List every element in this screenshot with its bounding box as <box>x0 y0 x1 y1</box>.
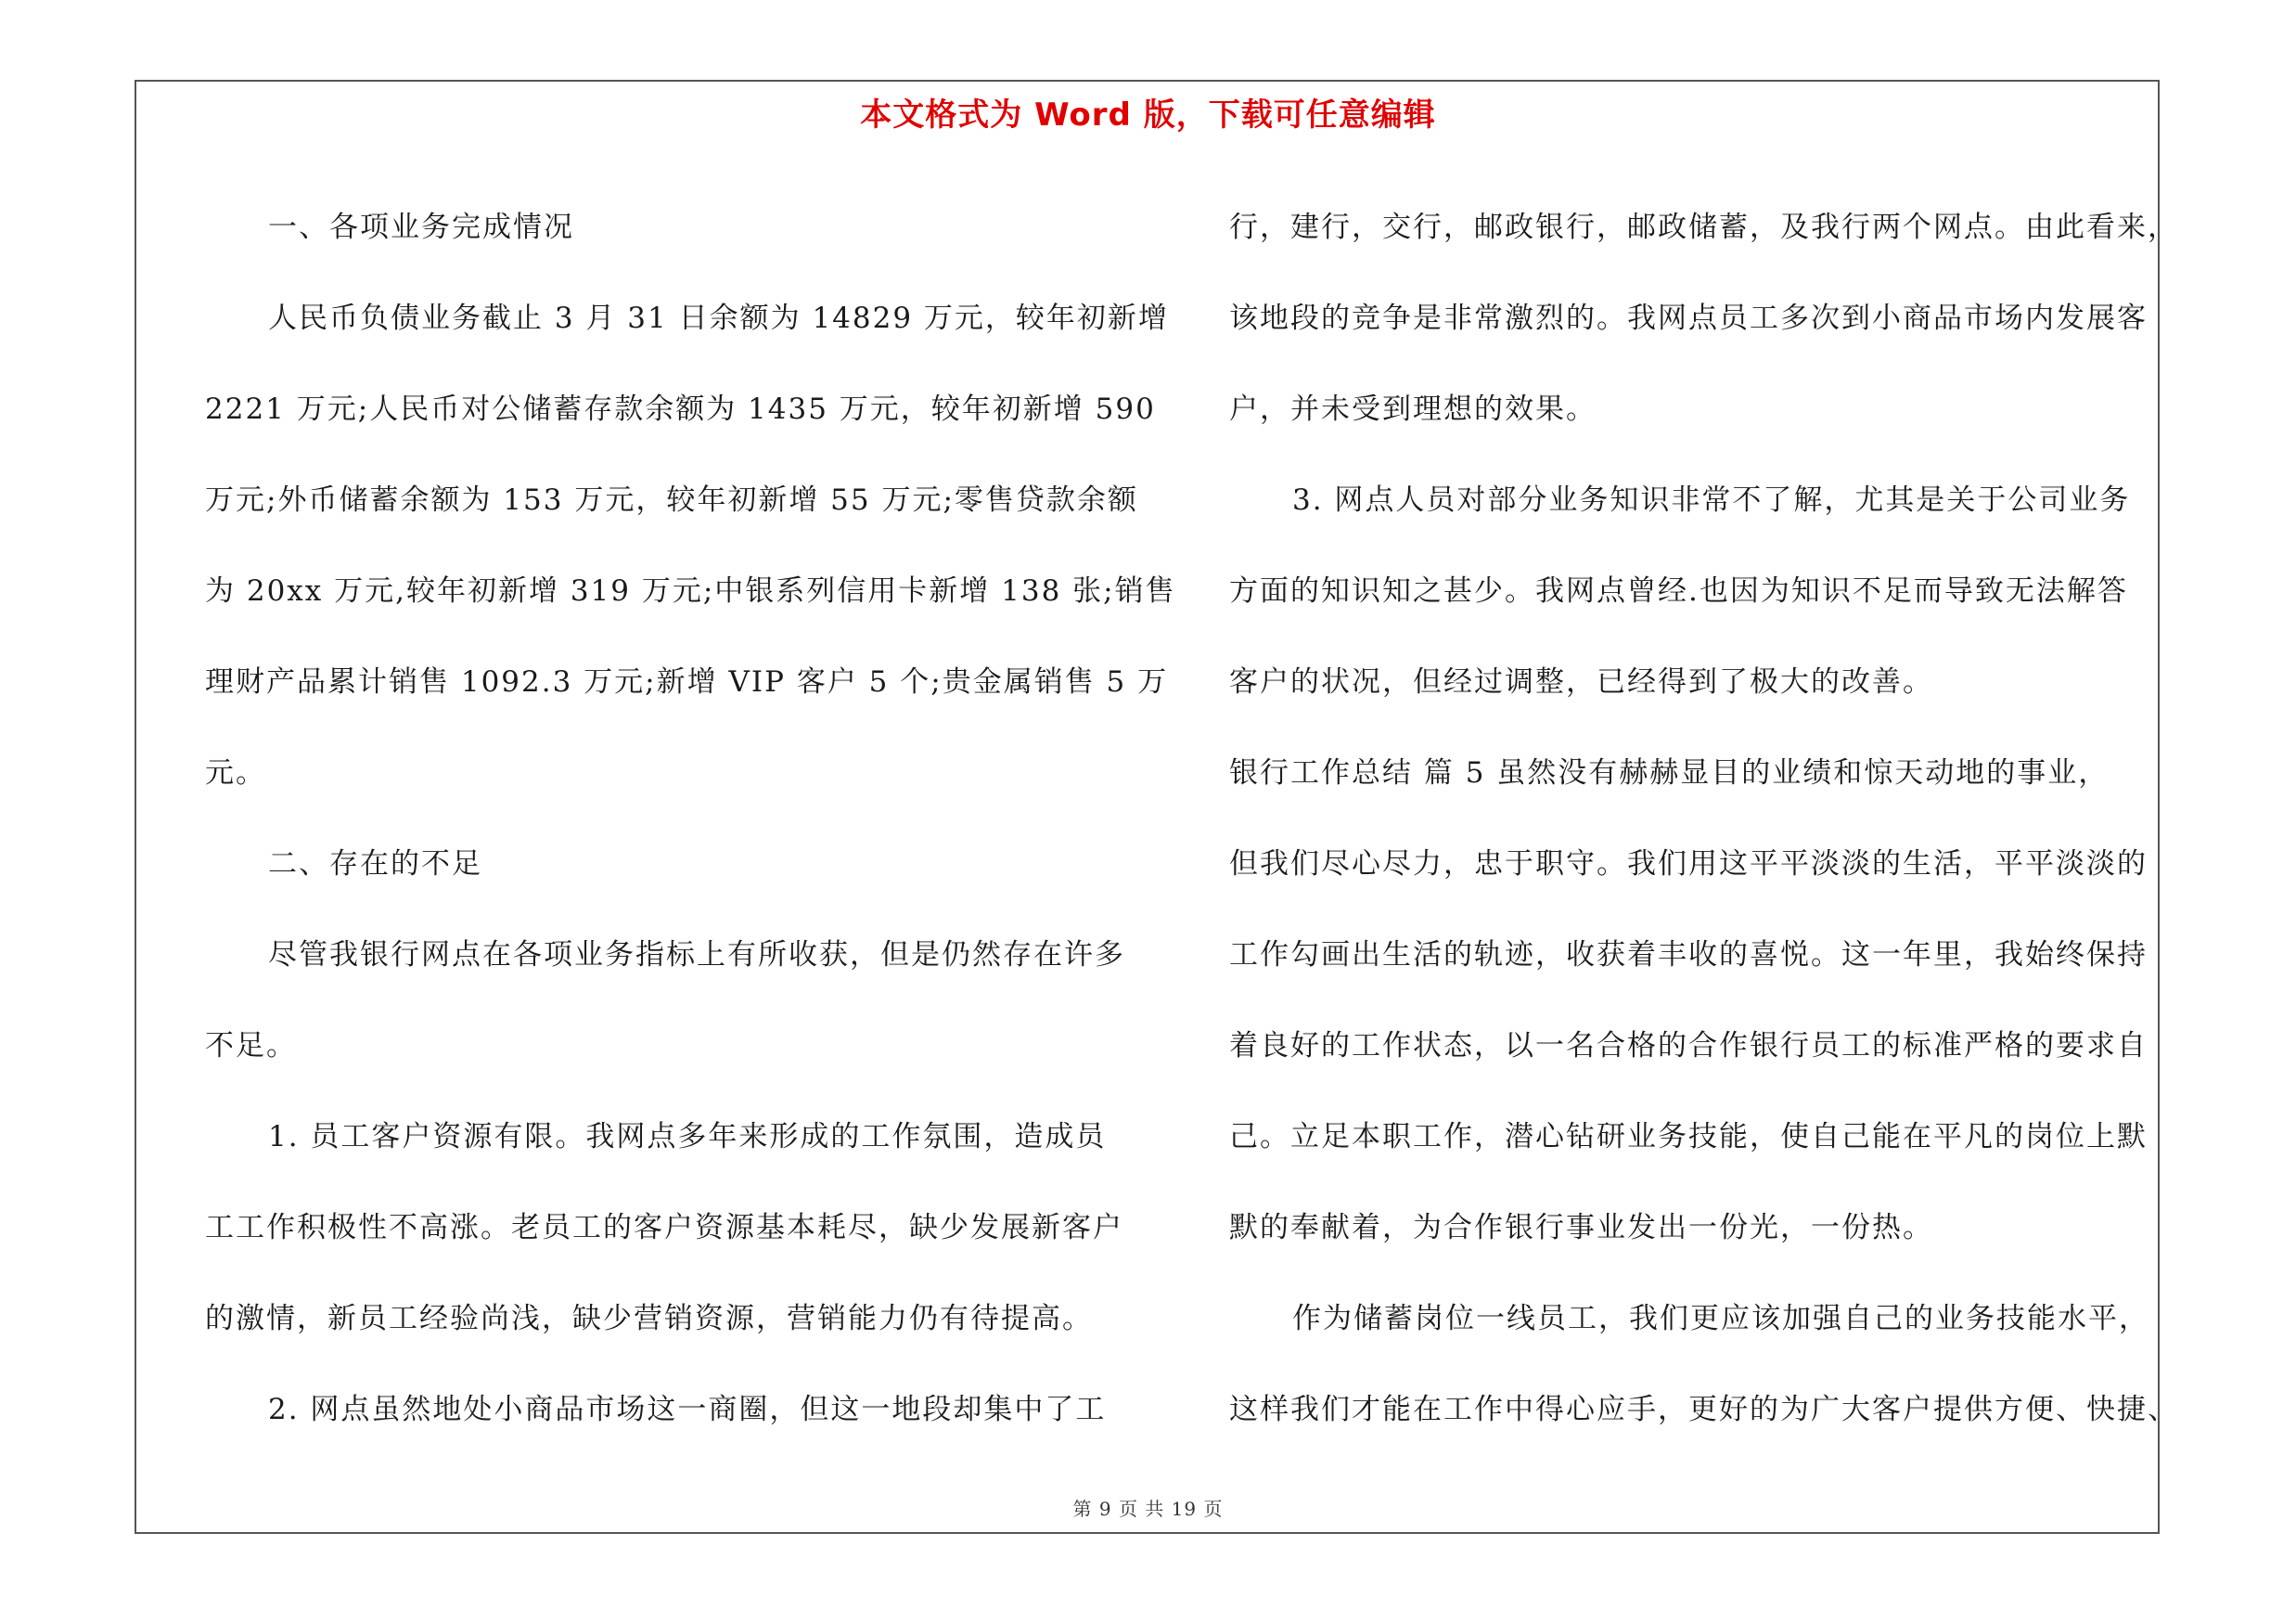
left-line-13: 的激情，新员工经验尚浅，缺少营销资源，营销能力仍有待提高。 <box>205 1302 1093 1335</box>
right-line-5: 方面的知识知之甚少。我网点曾经.也因为知识不足而导致无法解答 <box>1229 574 2128 608</box>
right-line-12: 默的奉献着，为合作银行事业发出一份光，一份热。 <box>1229 1211 1933 1244</box>
left-line-4: 万元;外币储蓄余额为 153 万元，较年初新增 55 万元;零售贷款余额 <box>205 483 1138 517</box>
right-line-2: 该地段的竞争是非常激烈的。我网点员工多次到小商品市场内发展客 <box>1229 302 2148 335</box>
left-line-5: 为 20xx 万元,较年初新增 319 万元;中银系列信用卡新增 138 张;销售 <box>205 574 1176 608</box>
page-number-footer: 第 9 页 共 19 页 <box>1072 1498 1224 1520</box>
right-line-6: 客户的状况，但经过调整，已经得到了极大的改善。 <box>1229 665 1933 699</box>
right-column <box>1229 182 2178 1455</box>
right-line-3: 户，并未受到理想的效果。 <box>1229 393 1597 426</box>
right-line-1: 行，建行，交行，邮政银行，邮政储蓄，及我行两个网点。由此看来， <box>1229 211 2178 244</box>
right-line-14: 这样我们才能在工作中得心应手，更好的为广大客户提供方便、快捷、 <box>1229 1393 2178 1426</box>
left-line-9: 尽管我银行网点在各项业务指标上有所收获，但是仍然存在许多 <box>268 938 1125 972</box>
right-line-9: 工作勾画出生活的轨迹，收获着丰收的喜悦。这一年里，我始终保持 <box>1229 938 2148 972</box>
right-line-13: 作为储蓄岗位一线员工，我们更应该加强自己的业务技能水平， <box>1292 1302 2149 1335</box>
left-line-3: 2221 万元;人民币对公储蓄存款余额为 1435 万元，较年初新增 590 <box>205 393 1156 426</box>
word-format-banner: 本文格式为 Word 版，下载可任意编辑 <box>860 97 1436 134</box>
left-line-12: 工工作积极性不高涨。老员工的客户资源基本耗尽，缺少发展新客户 <box>205 1211 1123 1244</box>
right-line-11: 己。立足本职工作，潜心钻研业务技能，使自己能在平凡的岗位上默 <box>1229 1120 2148 1153</box>
right-line-4: 3. 网点人员对部分业务知识非常不了解，尤其是关于公司业务 <box>1292 483 2131 517</box>
left-line-10: 不足。 <box>205 1029 297 1063</box>
right-line-8: 但我们尽心尽力，忠于职守。我们用这平平淡淡的生活，平平淡淡的 <box>1229 847 2148 881</box>
left-line-6: 理财产品累计销售 1092.3 万元;新增 VIP 客户 5 个;贵金属销售 5 万 <box>205 665 1169 699</box>
right-line-10: 着良好的工作状态，以一名合格的合作银行员工的标准严格的要求自 <box>1229 1029 2148 1063</box>
right-line-7: 银行工作总结 篇 5 虽然没有赫赫显目的业绩和惊天动地的事业， <box>1229 756 2110 790</box>
left-line-11: 1. 员工客户资源有限。我网点多年来形成的工作氛围，造成员 <box>268 1120 1107 1153</box>
left-column <box>205 182 1176 1455</box>
left-line-14: 2. 网点虽然地处小商品市场这一商圈，但这一地段却集中了工 <box>268 1393 1107 1426</box>
left-line-8: 二、存在的不足 <box>268 847 482 881</box>
left-line-1: 一、各项业务完成情况 <box>268 211 574 244</box>
left-line-2: 人民币负债业务截止 3 月 31 日余额为 14829 万元，较年初新增 <box>268 302 1169 335</box>
left-line-7: 元。 <box>205 756 266 790</box>
